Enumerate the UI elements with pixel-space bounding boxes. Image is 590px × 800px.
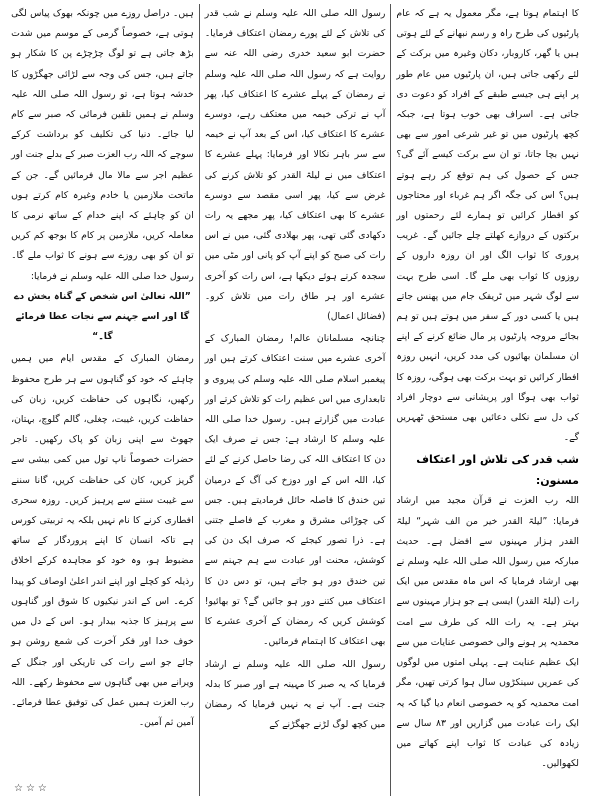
end-stars: ☆☆☆ <box>14 783 50 794</box>
left-column-paragraph-1: ہیں۔ دراصل روزے میں چونکہ بھوک پیاس لگی ہوتی ہے، خصوصاً گرمی کے موسم میں شدت بڑھ جاتی ہے تو لوگ چڑچڑے پن کا شکار ہو جاتے ہیں، جس کی وجہ سے لڑائی جھگڑوں کا خدشہ ہوتا ہے، تو رسول اللہ صلی اللہ علیہ وسلم نے ہمیں تلقین فرمائی کہ صبر سے کام لیا جائے۔ دنیا کی تکلیف کو برداشت کرکے سوچے کہ اللہ رب العزت صبر کے بدلے جنت اور عظیم اجر سے مالا مال فرمائیں گے۔ جن کے ماتحت ملازمین یا خادم وغیرہ کام کرتے ہوں ان کو چاہئے کہ اپنے خدام کے ساتھ نرمی کا معاملہ کریں، ملازمین پر کام کا بوجھ کم کریں تو ان کو بھی روزے سے ہونے کا ثواب ملے گا۔ رسول خدا صلی اللہ علیہ وسلم نے فرمایا: <box>11 8 194 282</box>
right-column <box>391 4 584 796</box>
middle-column-paragraph-3: رسول اللہ صلی اللہ علیہ وسلم نے ارشاد فرمایا کہ یہ صبر کا مہینہ ہے اور صبر کا بدلہ جنت ہے۔ آپ نے یہ نہیں فرمایا کہ رمضان میں کچھ لوگ لڑنے جھگڑنے کے <box>204 658 386 731</box>
left-column <box>6 4 199 796</box>
middle-column-paragraph-2: چنانچہ مسلمانان عالم! رمضان المبارک کے آخری عشرے میں سنت اعتکاف کرتے ہیں اور پیغمبر اسلام صلی اللہ علیہ وسلم کی پیروی و تابعداری میں اس عظیم رات کو تلاش کرتے اور عبادت میں گزارتے ہیں۔ رسول خدا صلی اللہ علیہ وسلم کا ارشاد ہے: جس نے صرف ایک دن کا اعتکاف اللہ کی رضا حاصل کرنے کے لئے کیا، اللہ اس کے اور دوزخ کی آگ کے درمیان تین خندق کا فاصلہ حائل فرمادیتے ہیں۔ جس کی چوڑائی مشرق و مغرب کے فاصلے جتنی ہے۔ ذرا تصور کیجئے کہ صرف ایک دن کی کوشش، محنت اور عبادت سے ہم جہنم سے تین خندق دور ہو جاتے ہیں، تو دس دن کا اعتکاف میں کتنے دور ہو جائیں گے؟ تو بھائیو! کوشش کریں کہ رمضان کے آخری عشرے کا بھی اعتکاف کا اہتمام فرمائیں۔ <box>204 333 386 648</box>
left-column-paragraph-2: رمضان المبارک کے مقدس ایام میں ہمیں چاہئے کہ خود کو گناہوں سے ہر طرح محفوظ رکھیں، نگاہوں کی حفاظت کریں، زبان کی حفاظت کریں، غیبت، چغلی، گالم گلوچ، بہتان، جھوٹ سے اپنی زبان کو پاک رکھیں۔ تاجر حضرات خصوصاً ناپ تول میں کمی بیشی سے گریز کریں، کان کی حفاظت کریں، گانا سننے سے غیبت سننے سے پرہیز کریں۔ روزہ سحری افطاری کرنے کا نام نہیں بلکہ یہ تربیتی کورس ہے تاکہ انسان کا اپنے پروردگار کے ساتھ مضبوط ہو، وہ خود کو مجاہدہ کرکے اخلاق رذیلہ کو کچلے اور اپنے اندر اعلیٰ اوصاف کو پیدا کرے۔ اس کے اندر نیکیوں کا شوق اور گناہوں سے پرہیز کا جذبہ بیدار ہو۔ اس کے دل میں خوف خدا اور فکر آخرت کی شمع روشن ہو جائے جو اسے رات کی تاریکی اور جنگل کے ویرانے میں بھی گناہوں سے محفوظ رکھے۔ اللہ رب العزت ہمیں عمل کی توفیق عطا فرمائے۔ آمین ثم آمین۔ <box>11 353 194 729</box>
middle-column <box>199 4 392 796</box>
section-heading: شب قدر کی تلاش اور اعتکاف مسنون: <box>416 453 579 488</box>
right-column-body: اللہ رب العزت نے قرآن مجید میں ارشاد فرمایا: ”لیلۃ القدر خیر من الف شہر“ لیلۃ القدر ہزار مہینوں سے افضل ہے۔ حدیث مبارکہ میں رسول اللہ صلی اللہ علیہ وسلم نے بھی ارشاد فرمایا کہ اس ماہ مقدس میں ایک رات (لیلۃ القدر) ایسی ہے جو ہزار مہینوں سے بہتر ہے۔ یہ رات اللہ کی طرف سے امت محمدیہ پر ہونے والی خصوصی عنایات میں سے ایک عظیم عنایت ہے۔ پہلی امتوں میں لوگوں کی عمریں سینکڑوں سال ہوا کرتی تھیں، مگر امت محمدیہ کو یہ خصوصی انعام دیا گیا کہ یہ ایک رات عبادت میں گزاریں اور ۸۳ سال سے زیادہ کی عبادت کا ثواب اپنے کھاتے میں لکھوالیں۔ <box>396 495 579 770</box>
right-column-intro: کا اہتمام ہوتا ہے، مگر معمول یہ ہے کہ عام پارٹیوں کی طرح راہ و رسم نبھانے کے لئے ہوتی ہیں یا گھر، کاروبار، دکان وغیرہ میں برکت کے لئے رکھی جاتی ہیں، ان پارٹیوں میں عام طور پر اپنے ہی جیسے طبقے کے افراد کو دعوت دی جاتی ہے۔ اسراف بھی خوب ہوتا ہے، جبکہ کچھ پارٹیوں میں تو غیر شرعی امور سے بھی نہیں بچا جاتا، تو ان سے برکت کیسے آئے گی؟ جس کے حصول کی ہم توقع کر رہے ہوتے ہیں؟ اس کی جگہ اگر ہم غرباء اور محتاجوں کو افطار کرائیں تو ہمارے لئے رحمتوں اور برکتوں کے دروازے کھلتے چلے جائیں گے۔ غریب پروری کا ثواب الگ اور ان روزہ داروں کے روزوں کا ثواب بھی ملے گا۔ اسی طرح بہت سے لوگ شہر میں ٹریفک جام میں پھنس جاتے ہیں یا کسی دور کے سفر میں ہوتے ہیں تو ہم بجائے مروجہ پارٹیوں پر مال ضائع کرنے کے اپنے ان مسلمان بھائیوں کی مدد کریں، انہیں روزہ افطار کرائیں تو بہت برکت بھی ہوگی، روزہ کا ثواب بھی ہوگا اور پریشانی سے دوچار افراد کی دل سے نکلی دعائیں بھی مستحق ٹھہریں گے۔ <box>396 8 579 444</box>
text-columns <box>6 4 584 796</box>
middle-column-paragraph-1: رسول اللہ صلی اللہ علیہ وسلم نے شب قدر کی تلاش کے لئے پورے رمضان اعتکاف فرمایا۔ حضرت ابو سعید خدری رضی اللہ عنہ سے روایت ہے کہ رسول اللہ صلی اللہ علیہ وسلم نے رمضان کے پہلے عشرے کا اعتکاف کیا، پھر آپ نے ترکی خیمہ میں معتکف رہے، دوسرے عشرے کا اعتکاف کیا، اس کے بعد آپ نے خیمہ سے سر باہر نکالا اور فرمایا: پہلے عشرے کا اعتکاف میں نے لیلۃ القدر کو تلاش کرنے کی غرض سے کیا، پھر اسی مقصد سے دوسرے عشرے کا بھی اعتکاف کیا، پھر مجھے یہ رات دکھادی گئی تھی، پھر بھلادی گئی، میں نے اس رات کی صبح کو اپنے آپ کو پانی اور مٹی میں سجدہ کرتے ہوئے دیکھا ہے، اس رات کو آخری عشرے اور ہر طاق رات میں تلاش کرو۔ (فضائل اعمال) <box>204 8 386 323</box>
hadith-quote: ”اللہ تعالیٰ اس شخص کے گناہ بخش دے گا اور اسے جہنم سے نجات عطا فرمائے گا۔“ <box>13 290 191 343</box>
